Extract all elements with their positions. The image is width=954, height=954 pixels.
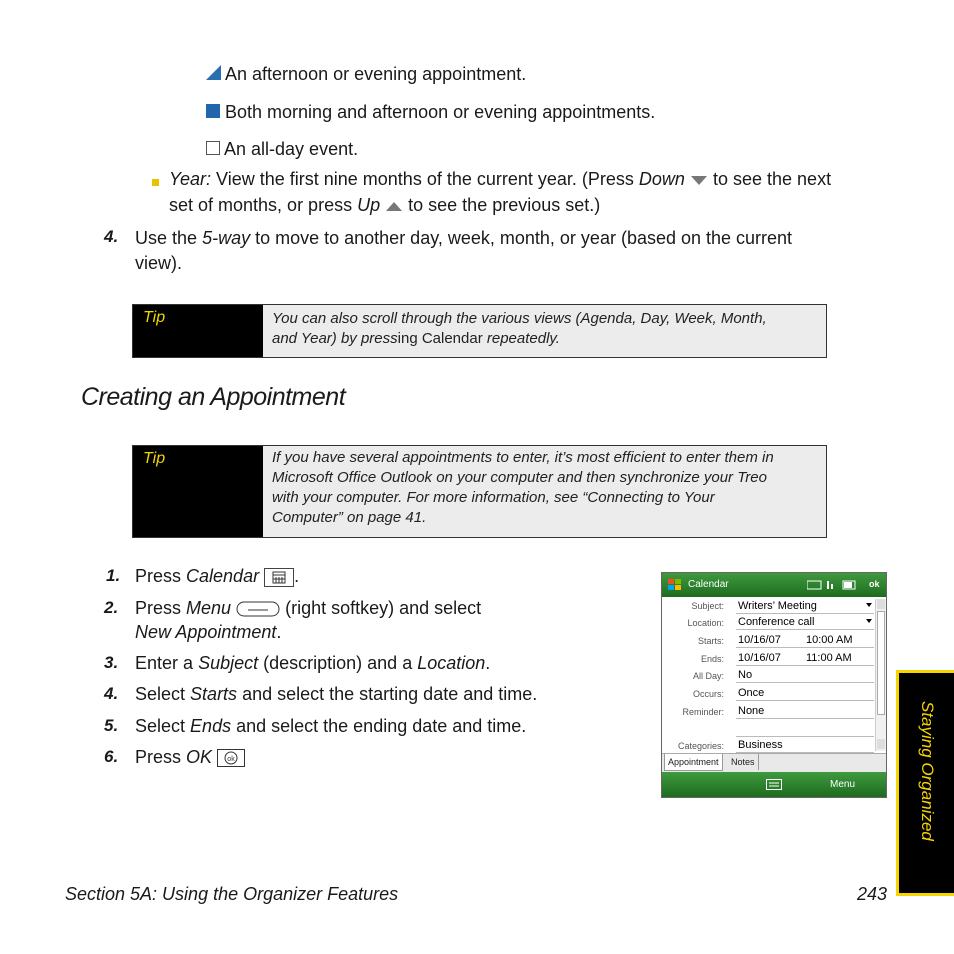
step-1-number: 1. [106, 566, 121, 585]
dropdown-arrow-icon[interactable] [866, 603, 872, 607]
step-2-number: 2. [104, 598, 119, 617]
windows-logo-icon [668, 579, 682, 591]
tip-label: Tip [133, 446, 263, 537]
scrollbar[interactable] [875, 599, 886, 751]
legend-all-day: An all-day event. [206, 137, 358, 161]
up-arrow-icon [385, 200, 403, 212]
subject-label: Subject: [691, 601, 724, 611]
scroll-up-icon[interactable] [877, 599, 885, 609]
phone-title: Calendar [688, 579, 729, 590]
empty-square-icon [206, 141, 220, 155]
step-1-text: Press Calendar . [135, 566, 300, 586]
step-3-number: 3. [104, 653, 119, 672]
softkey-icon [236, 601, 280, 617]
year-item-line2: set of months, or press Up to see the previous set.) [169, 195, 601, 215]
chapter-side-tab [896, 670, 954, 896]
chapter-title: Staying Organized [918, 701, 937, 841]
calendar-key-icon [264, 568, 294, 587]
step-4-line1: Use the 5-way to move to another day, week, month, or year (based on the current [135, 228, 793, 248]
dropdown-arrow-icon[interactable] [866, 619, 872, 623]
tab-appointment[interactable]: Appointment [664, 754, 723, 771]
tab-notes[interactable]: Notes [728, 754, 759, 770]
starts-label: Starts: [697, 636, 724, 646]
tip-box-2 [132, 445, 827, 538]
legend-afternoon: An afternoon or evening appointment. [206, 62, 526, 86]
occurs-label: Occurs: [692, 689, 724, 699]
starts-date-field[interactable]: 10/16/07 [738, 634, 781, 646]
categories-label: Categories: [677, 741, 724, 751]
all-day-field[interactable]: No [738, 669, 753, 681]
step-3-text: Enter a Subject (description) and a Location. [135, 653, 491, 673]
status-icons [807, 579, 857, 591]
step-5-number: 5. [104, 716, 119, 735]
occurs-field[interactable]: Once [738, 687, 765, 699]
step-2-text-line2: New Appointment. [135, 622, 282, 642]
phone-tab-bar [662, 753, 886, 772]
down-arrow-icon [690, 174, 708, 186]
scroll-down-icon[interactable] [877, 739, 885, 749]
all-day-label: All Day: [692, 671, 724, 681]
tip-text: If you have several appointments to enter, it’s most efficient to enter them in Microsoft Office Outlook on your computer and then synchronize your Treo with your computer. For more information, see “Connecting to Your Computer” on page 41. [272, 449, 774, 526]
phone-ok-button[interactable]: ok [869, 579, 880, 589]
phone-title-bar [662, 573, 886, 597]
reminder-label: Reminder: [682, 707, 724, 717]
phone-softkey-bar [662, 772, 886, 797]
scroll-thumb[interactable] [877, 611, 885, 715]
year-item-line1: Year: View the first nine months of the current year. (Press Down to see the next [169, 169, 832, 189]
legend-both: Both morning and afternoon or evening appointments. [206, 100, 655, 124]
step-6-text: Press OK ok [135, 745, 245, 769]
categories-field[interactable]: Business [738, 739, 783, 751]
step-4-number: 4. [104, 227, 119, 246]
reminder-field[interactable]: None [738, 705, 765, 717]
step-2-text: Press Menu (right softkey) and select [135, 598, 482, 618]
subject-field[interactable]: Writers’ Meeting [738, 600, 817, 612]
phone-screenshot [661, 572, 887, 798]
step-4b-text: Select Starts and select the starting date and time. [135, 684, 538, 704]
ends-label: Ends: [700, 654, 724, 664]
tip-box-1 [132, 304, 827, 358]
bullet-icon [152, 179, 159, 186]
location-label: Location: [687, 618, 724, 628]
page-number: 243 [857, 884, 888, 904]
tip-text: You can also scroll through the various views (Agenda, Day, Week, Month, and Year) by pressing Calendar repeatedly. [272, 310, 767, 347]
step-5-text: Select Ends and select the ending date and time. [135, 716, 527, 736]
tip-label: Tip [133, 305, 263, 357]
ends-time-field[interactable]: 11:00 AM [806, 652, 852, 664]
keyboard-icon[interactable] [766, 779, 782, 790]
ok-key-icon [217, 749, 245, 767]
svg-text:ok: ok [227, 756, 235, 764]
step-4b-number: 4. [104, 684, 119, 703]
triangle-icon [206, 65, 221, 80]
footer-section: Section 5A: Using the Organizer Features [65, 884, 399, 904]
starts-time-field[interactable]: 10:00 AM [806, 634, 853, 646]
menu-softkey[interactable]: Menu [830, 779, 856, 790]
step-6-number: 6. [104, 747, 119, 766]
appointment-form [662, 599, 876, 759]
filled-square-icon [206, 104, 220, 118]
location-field[interactable]: Conference call [738, 616, 815, 628]
section-heading: Creating an Appointment [81, 383, 346, 411]
ends-date-field[interactable]: 10/16/07 [738, 652, 781, 664]
step-4-line2: view). [135, 253, 183, 273]
